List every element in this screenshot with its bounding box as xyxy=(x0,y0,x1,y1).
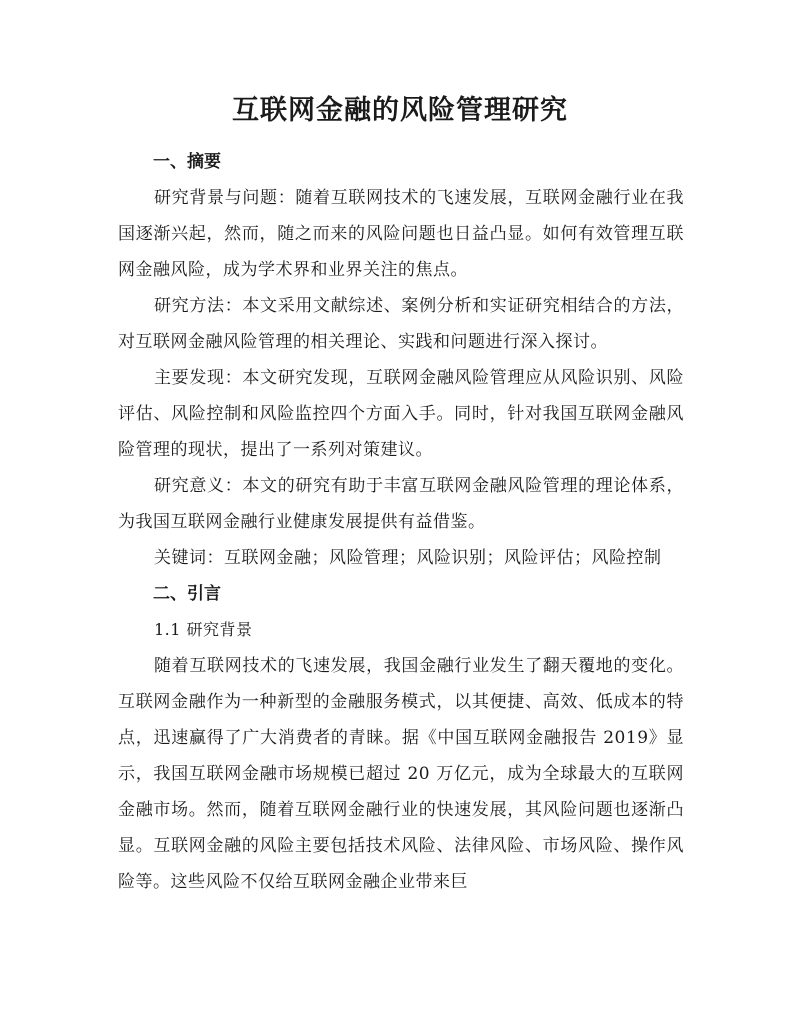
abstract-findings-paragraph: 主要发现：本文研究发现，互联网金融风险管理应从风险识别、风险评估、风险控制和风险监控四个方面入手。同时，针对我国互联网金融风险管理的现状，提出了一系列对策建议。 xyxy=(118,368,684,460)
abstract-background-paragraph: 研究背景与问题：随着互联网技术的飞速发展，互联网金融行业在我国逐渐兴起，然而，随之而来的风险问题也日益凸显。如何有效管理互联网金融风险，成为学术界和业界关注的焦点。 xyxy=(118,188,684,280)
introduction-paragraph: 随着互联网技术的飞速发展，我国金融行业发生了翻天覆地的变化。互联网金融作为一种新型的金融服务模式，以其便捷、高效、低成本的特点，迅速赢得了广大消费者的青睐。据《中国互联网金融报告 2019》显示，我国互联网金融市场规模已超过 20 万亿元，成为全球最大的互联网金融市场。然而，随着互联网金融行业的快速发展，其风险问题也逐渐凸显。互联网金融的风险主要包括技术风险、法律风险、市场风险、操作风险等。这些风险不仅给互联网金融企业带来巨 xyxy=(118,656,684,892)
abstract-significance-paragraph: 研究意义：本文的研究有助于丰富互联网金融风险管理的理论体系，为我国互联网金融行业健康发展提供有益借鉴。 xyxy=(118,476,684,532)
abstract-method-paragraph: 研究方法：本文采用文献综述、案例分析和实证研究相结合的方法，对互联网金融风险管理的相关理论、实践和问题进行深入探讨。 xyxy=(118,296,684,352)
keywords-paragraph: 关键词：互联网金融；风险管理；风险识别；风险评估；风险控制 xyxy=(154,548,662,568)
section-heading-abstract: 一、摘要 xyxy=(153,152,221,172)
subsection-heading-research-background: 1.1 研究背景 xyxy=(154,620,253,639)
section-heading-introduction: 二、引言 xyxy=(153,584,221,604)
document-body xyxy=(118,144,684,900)
document-title: 互联网金融的风险管理研究 xyxy=(232,95,568,126)
